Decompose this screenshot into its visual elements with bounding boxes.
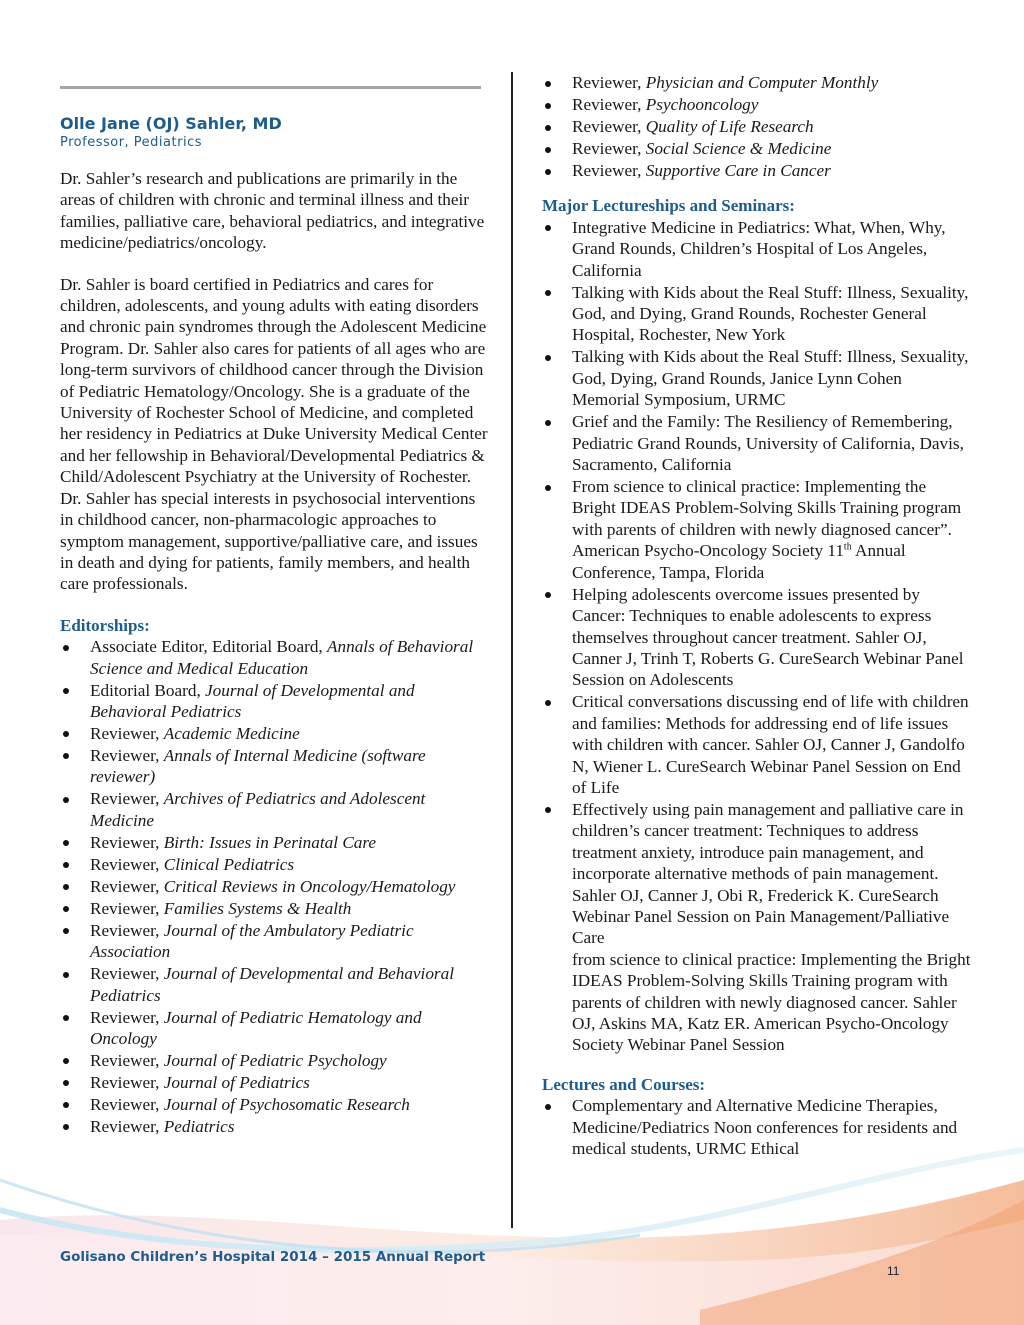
person-title: Professor, Pediatrics — [60, 135, 202, 150]
editorship-role: Reviewer, — [572, 161, 646, 180]
item-text: Complementary and Alternative Medicine Therapies, Medicine/Pediatrics Noon conferences for residents and medical students, URMC Ethical — [572, 1096, 958, 1159]
bullet-dot-icon — [63, 884, 69, 890]
lectureships-list — [542, 217, 972, 1056]
editorship-role: Reviewer, — [90, 1050, 164, 1070]
item-text-after: Annual Conference, Tampa, Florida — [572, 541, 906, 582]
list-item — [60, 788, 490, 831]
publication-title: Families Systems & Health — [163, 898, 352, 918]
editorships-heading: Editorships: — [60, 615, 150, 635]
bullet-dot-icon — [545, 290, 551, 296]
bullet-dot-icon — [63, 797, 69, 803]
courses-list — [542, 1095, 972, 1159]
bullet-dot-icon — [545, 169, 551, 175]
right-column — [542, 72, 972, 1160]
list-item — [60, 1007, 490, 1050]
list-item — [60, 876, 490, 897]
publication-title: Annals of Internal Medicine (software reviewer) — [90, 745, 426, 787]
editorship-role: Reviewer, — [90, 854, 164, 874]
bullet-dot-icon — [63, 753, 69, 759]
item-text: Integrative Medicine in Pediatrics: What, When, Why, Grand Rounds, Children’s Hospital of Los Angeles, California — [572, 217, 946, 280]
item-text: Talking with Kids about the Real Stuff: Illness, Sexuality, God, Dying, Grand Rounds, Janice Lynn Cohen Memorial Symposium, URMC — [572, 347, 969, 410]
list-item — [542, 1095, 972, 1159]
publication-title: Journal of Pediatric Hematology and Oncology — [90, 1007, 422, 1048]
list-item — [60, 1072, 490, 1093]
bullet-dot-icon — [63, 862, 69, 868]
bullet-dot-icon — [63, 906, 69, 912]
bullet-dot-icon — [63, 1124, 69, 1130]
top-rule — [60, 86, 481, 89]
publication-title: Pediatrics — [163, 1116, 235, 1136]
publication-title: Quality of Life Research — [645, 117, 814, 136]
bullet-dot-icon — [63, 840, 69, 846]
editorship-role: Reviewer, — [90, 1094, 164, 1114]
left-column — [60, 114, 490, 1138]
list-item — [542, 160, 972, 181]
list-item — [60, 854, 490, 875]
editorship-role: Reviewer, — [90, 723, 164, 743]
bullet-dot-icon — [545, 103, 551, 109]
list-item — [60, 832, 490, 853]
bullet-dot-icon — [545, 1104, 551, 1110]
list-item — [60, 920, 490, 963]
bio-paragraph-1: Dr. Sahler’s research and publications are primarily in the areas of children with chronic and terminal illness and their families, palliative care, behavioral pediatrics, and integrative medicine/pediatrics/oncology. — [60, 169, 485, 253]
column-divider — [511, 72, 513, 1228]
publication-title: Journal of Pediatrics — [163, 1072, 310, 1092]
list-item — [542, 691, 972, 798]
list-item — [542, 346, 972, 410]
editorship-role: Associate Editor, Editorial Board, — [90, 637, 328, 657]
bullet-dot-icon — [545, 485, 551, 491]
editorship-role: Reviewer, — [90, 1072, 164, 1092]
list-item — [542, 217, 972, 281]
list-item — [60, 680, 490, 723]
bullet-dot-icon — [545, 225, 551, 231]
item-continuation: from science to clinical practice: Implementing the Bright IDEAS Problem-Solving Skills Training program with parents of children with newly diagnosed cancer. Sahler OJ, Askins MA, Katz ER. American Psycho-Oncology Society Webinar Panel Session — [572, 949, 971, 1055]
publication-title: Academic Medicine — [163, 723, 300, 743]
editorships-continued-list — [542, 72, 972, 181]
list-item — [60, 1094, 490, 1115]
publication-title: Psychooncology — [645, 95, 759, 114]
publication-title: Critical Reviews in Oncology/Hematology — [163, 876, 456, 896]
list-item — [542, 282, 972, 346]
list-item — [60, 745, 490, 788]
bullet-dot-icon — [545, 355, 551, 361]
publication-title: Social Science & Medicine — [645, 139, 832, 158]
list-item — [542, 584, 972, 691]
item-text: Helping adolescents overcome issues presented by Cancer: Techniques to enable adolescents to express themselves throughout cancer treatment. Sahler OJ, Canner J, Trinh T, Roberts G. CureSearch Webinar Panel Session on Adolescents — [572, 584, 964, 690]
editorship-role: Reviewer, — [572, 73, 646, 92]
editorships-list — [60, 636, 490, 1137]
editorship-role: Reviewer, — [572, 117, 646, 136]
bullet-dot-icon — [63, 688, 69, 694]
bullet-dot-icon — [545, 420, 551, 426]
bullet-dot-icon — [545, 700, 551, 706]
footer-report-title: Golisano Children’s Hospital 2014 – 2015 Annual Report — [60, 1249, 486, 1265]
publication-title: Journal of Developmental and Behavioral Pediatrics — [90, 680, 415, 721]
list-item — [542, 138, 972, 159]
bullet-dot-icon — [63, 645, 69, 651]
editorship-role: Reviewer, — [90, 1116, 164, 1136]
list-item — [542, 476, 972, 583]
bullet-dot-icon — [63, 972, 69, 978]
bullet-dot-icon — [63, 1102, 69, 1108]
bullet-dot-icon — [545, 147, 551, 153]
list-item — [60, 1116, 490, 1137]
bullet-dot-icon — [545, 592, 551, 598]
list-item — [60, 1050, 490, 1071]
list-item — [542, 799, 972, 1056]
publication-title: Journal of Pediatric Psychology — [163, 1050, 387, 1070]
editorship-role: Editorial Board, — [90, 680, 206, 700]
item-text: From science to clinical practice: Implementing the Bright IDEAS Problem-Solving Skills Training program with parents of children with newly diagnosed cancer”. American Psycho-Oncology Society 11 — [572, 477, 962, 561]
courses-heading: Lectures and Courses: — [542, 1074, 706, 1094]
list-item — [542, 411, 972, 475]
list-item — [60, 898, 490, 919]
publication-title: Supportive Care in Cancer — [645, 161, 831, 180]
publication-title: Clinical Pediatrics — [163, 854, 295, 874]
list-item — [60, 636, 490, 679]
editorship-role: Reviewer, — [90, 1007, 164, 1027]
item-text: Critical conversations discussing end of life with children and families: Methods for addressing end of life issues with children with cancer. Sahler OJ, Canner J, Gandolfo N, Wiener L. CureSearch Webinar Panel Session on End of Life — [572, 692, 969, 797]
bullet-dot-icon — [545, 81, 551, 87]
item-text: Effectively using pain management and palliative care in children’s cancer treatment: Techniques to address treatment anxiety, introduce pain management, and incorporate alternative methods of pain management. Sahler OJ, Canner J, Obi R, Frederick K. CureSearch Webinar Panel Session on Pain Management/Palliative Care — [572, 799, 964, 948]
person-name: Olle Jane (OJ) Sahler, MD — [60, 114, 282, 133]
list-item — [542, 94, 972, 115]
publication-title: Journal of the Ambulatory Pediatric Association — [90, 920, 414, 962]
publication-title: Birth: Issues in Perinatal Care — [163, 832, 377, 852]
bullet-dot-icon — [63, 731, 69, 737]
list-item — [542, 72, 972, 93]
lectureships-heading: Major Lectureships and Seminars: — [542, 196, 795, 216]
bullet-dot-icon — [63, 1058, 69, 1064]
publication-title: Archives of Pediatrics and Adolescent Medicine — [90, 789, 426, 830]
list-item — [60, 723, 490, 744]
publication-title: Physician and Computer Monthly — [645, 73, 879, 92]
editorship-role: Reviewer, — [90, 745, 164, 765]
list-item — [542, 116, 972, 137]
ordinal-suffix: th — [843, 541, 852, 553]
bullet-dot-icon — [545, 807, 551, 813]
bullet-dot-icon — [63, 1015, 69, 1021]
bullet-dot-icon — [63, 1080, 69, 1086]
list-item — [60, 963, 490, 1006]
bullet-dot-icon — [63, 928, 69, 934]
editorship-role: Reviewer, — [572, 95, 646, 114]
page-number: 11 — [887, 1264, 900, 1278]
publication-title: Annals of Behavioral Science and Medical Education — [90, 637, 474, 678]
editorship-role: Reviewer, — [90, 832, 164, 852]
publication-title: Journal of Psychosomatic Research — [163, 1094, 410, 1114]
item-text: Talking with Kids about the Real Stuff: Illness, Sexuality, God, and Dying, Grand Rounds, Rochester General Hospital, Rochester, New York — [572, 282, 969, 345]
editorship-role: Reviewer, — [90, 920, 164, 940]
item-text: Grief and the Family: The Resiliency of Remembering, Pediatric Grand Rounds, University of California, Davis, Sacramento, California — [572, 412, 964, 475]
editorship-role: Reviewer, — [90, 898, 164, 918]
editorship-role: Reviewer, — [90, 876, 164, 896]
editorship-role: Reviewer, — [90, 964, 164, 984]
editorship-role: Reviewer, — [90, 789, 164, 809]
bullet-dot-icon — [545, 125, 551, 131]
bio-paragraph-2: Dr. Sahler is board certified in Pediatrics and cares for children, adolescents, and young adults with eating disorders and chronic pain syndromes through the Adolescent Medicine Program. Dr. Sahler also cares for patients of all ages who are long-term survivors of childhood cancer through the Division of Pediatric Hematology/Oncology. She is a graduate of the University of Rochester School of Medicine, and completed her residency in Pediatrics at Duke University Medical Center and her fellowship in Behavioral/Developmental Pediatrics & Child/Adolescent Psychiatry at the University of Rochester. Dr. Sahler has special interests in psychosocial interventions in childhood cancer, non-pharmacologic approaches to symptom management, supportive/palliative care, and issues in death and dying for patients, family members, and health care professionals. — [60, 274, 488, 594]
publication-title: Journal of Developmental and Behavioral Pediatrics — [90, 964, 454, 1005]
editorship-role: Reviewer, — [572, 139, 646, 158]
